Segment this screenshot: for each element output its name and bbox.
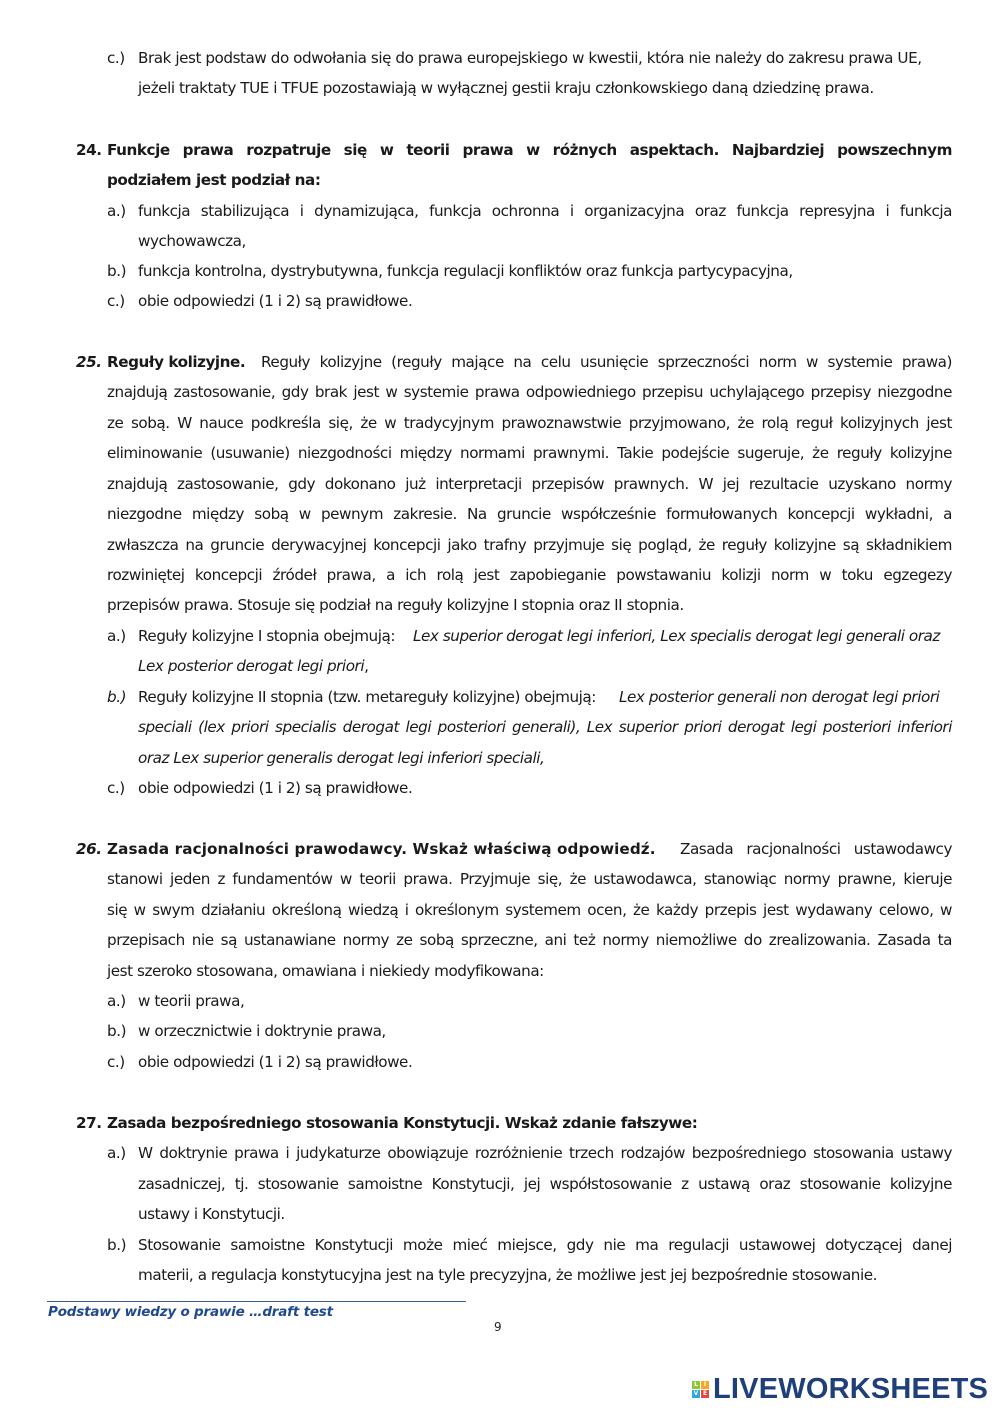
q25-option-b-italic-3: oraz Lex superior generalis derogat legi inferiori speciali,: [138, 749, 545, 767]
block-l: L: [692, 1381, 700, 1389]
q26-body-line: jest szeroko stosowana, omawiana i niekiedy modyfikowana:: [107, 962, 544, 980]
q25-body-line: niezgodne między sobą w pewnym zakresie. Na gruncie współcześnie formułowanych koncepcji wykładni, a: [107, 505, 952, 523]
q26-option-a-label: a.): [107, 992, 126, 1010]
q24-option-a-text-2: wychowawcza,: [138, 232, 246, 250]
q25-option-a-tail: ,: [364, 657, 369, 675]
q27-number: 27.: [76, 1114, 102, 1132]
q26-option-b-text: w orzecznictwie i doktrynie prawa,: [138, 1022, 386, 1040]
q27-option-a-text-3: ustawy i Konstytucji.: [138, 1205, 285, 1223]
q26-body-line: się w swym działaniu określoną wiedzą i określonym systemem ocen, że każdy przepis jest wydawany celowo, w: [107, 901, 952, 919]
q25-option-b-italic-2: speciali (lex priori specialis derogat legi posteriori generali), Lex superior priori derogat legi posteriori inferiori: [138, 718, 952, 736]
q27-option-a-text: W doktrynie prawa i judykaturze obowiązuje rozróżnienie trzech rodzajów bezpośredniego stosowania ustawy: [138, 1144, 952, 1162]
footer-divider: [47, 1301, 466, 1302]
q24-title: Funkcje prawa rozpatruje się w teorii prawa w różnych aspektach. Najbardziej powszechnym: [107, 141, 952, 159]
q26-option-a-text: w teorii prawa,: [138, 992, 245, 1010]
q26-option-c-text: obie odpowiedzi (1 i 2) są prawidłowe.: [138, 1053, 413, 1071]
q26-body-line: przepisach nie są ustanawiane normy ze sobą sprzeczne, ani też normy niemożliwe do zrealizowania. Zasada ta: [107, 931, 952, 949]
q26-title: Zasada racjonalności prawodawcy. Wskaż właściwą odpowiedź.: [107, 840, 656, 858]
q25-option-a-line2: [138, 656, 369, 676]
block-i: I: [701, 1381, 709, 1389]
q26-body-line: Zasada racjonalności ustawodawcy: [680, 840, 952, 858]
q27-option-a-label: a.): [107, 1144, 126, 1162]
q27-option-b-text-2: materii, a regulacja konstytucyjna jest na tyle precyzyjna, że możliwe jest jej bezpośrednie stosowanie.: [138, 1266, 878, 1284]
q25-body-line: eliminowanie (usuwanie) niezgodności między normami prawnymi. Takie podejście sugeruje, że reguły kolizyjne: [107, 444, 952, 462]
q24-option-b-label: b.): [107, 262, 127, 280]
liveworksheets-logo: [692, 1372, 988, 1406]
q27-title: Zasada bezpośredniego stosowania Konstytucji. Wskaż zdanie fałszywe:: [107, 1114, 698, 1132]
q25-body-line: przepisów prawa. Stosuje się podział na reguły kolizyjne I stopnia oraz II stopnia.: [107, 596, 684, 614]
q26-option-b-label: b.): [107, 1022, 127, 1040]
q24-title-2: podziałem jest podział na:: [107, 171, 321, 189]
q26-body-line: stanowi jeden z fundamentów w teorii prawa. Przyjmuje się, że ustawodawca, stanowiąc normy prawne, kieruje: [107, 870, 952, 888]
q25-body-line: znajdują zastosowanie, gdy dokonano już interpretacji przepisów prawnych. W jej rezultacie uzyskano normy: [107, 475, 952, 493]
q25-option-a-italic-2: Lex posterior derogat legi priori: [138, 657, 365, 675]
q25-option-b-lead: Reguły kolizyjne II stopnia (tzw. metareguły kolizyjne) obejmują:: [138, 688, 596, 706]
q27-option-a-text-2: zasadniczej, tj. stosowanie samoistne Konstytucji, jej współstosowanie z ustawą oraz stosowanie kolizyjne: [138, 1175, 952, 1193]
q25-body-line: zwłaszcza na gruncie derywacyjnej koncepcji jako trafny przyjmuje się pogląd, że reguły kolizyjne są składnikiem: [107, 536, 952, 554]
q23-option-c-label: c.): [107, 49, 125, 67]
q26-number: 26.: [76, 840, 102, 858]
q24-option-c-text: obie odpowiedzi (1 i 2) są prawidłowe.: [138, 292, 413, 310]
q25-option-a-italic: Lex superior derogat legi inferiori, Lex specialis derogat legi generali oraz: [413, 627, 940, 645]
q24-option-a-text: funkcja stabilizująca i dynamizująca, funkcja ochronna i organizacyjna oraz funkcja represyjna i funkcja: [138, 202, 952, 220]
page-number: 9: [494, 1320, 502, 1334]
q25-option-a-lead: Reguły kolizyjne I stopnia obejmują:: [138, 627, 396, 645]
q25-number: 25.: [76, 353, 102, 371]
q27-option-b-text: Stosowanie samoistne Konstytucji może mieć miejsce, gdy nie ma regulacji ustawowej dotyczącej danej: [138, 1236, 952, 1254]
q24-option-a-label: a.): [107, 202, 126, 220]
q27-option-b-label: b.): [107, 1236, 127, 1254]
q25-body-line: ze sobą. W nauce podkreśla się, że w tradycyjnym prawoznawstwie przyjmowano, że rolą reguł kolizyjnych jest: [107, 414, 952, 432]
q25-option-a-label: a.): [107, 627, 126, 645]
block-v: V: [693, 1389, 699, 1397]
liveworksheets-wordmark: LIVEWORKSHEETS: [713, 1372, 989, 1405]
q24-option-b-text: funkcja kontrolna, dystrybutywna, funkcja regulacji konfliktów oraz funkcja partycypacyjna,: [138, 262, 793, 280]
q24-number: 24.: [76, 141, 102, 159]
footer-title: Podstawy wiedzy o prawie …draft test: [48, 1304, 333, 1320]
q24-option-c-label: c.): [107, 292, 125, 310]
block-e: E: [702, 1389, 708, 1397]
q23-option-c-text-2: jeżeli traktaty TUE i TFUE pozostawiają w wyłącznej gestii kraju członkowskiego daną dziedzinę prawa.: [138, 79, 874, 97]
q26-option-c-label: c.): [107, 1053, 125, 1071]
q25-title: Reguły kolizyjne.: [107, 353, 246, 371]
q25-body-line: Reguły kolizyjne (reguły mające na celu usunięcie sprzeczności norm w systemie prawa): [261, 353, 952, 371]
q25-body-line: znajdują zastosowanie, gdy brak jest w systemie prawa odpowiedniego przepisu uchylającego przepisy niezgodne: [107, 383, 952, 401]
q25-body-line: rozwiniętej koncepcji źródeł prawa, a ich rolą jest zapobieganie powstawaniu kolizji norm w toku egzegezy: [107, 566, 952, 584]
q23-option-c-text: Brak jest podstaw do odwołania się do prawa europejskiego w kwestii, która nie należy do zakresu prawa UE,: [138, 49, 922, 67]
live-blocks-icon: [692, 1381, 709, 1398]
q25-option-b-italic: Lex posterior generali non derogat legi priori: [619, 688, 940, 706]
q25-option-b-label: b.): [107, 688, 127, 706]
q25-option-c-label: c.): [107, 779, 125, 797]
q25-option-c-text: obie odpowiedzi (1 i 2) są prawidłowe.: [138, 779, 413, 797]
